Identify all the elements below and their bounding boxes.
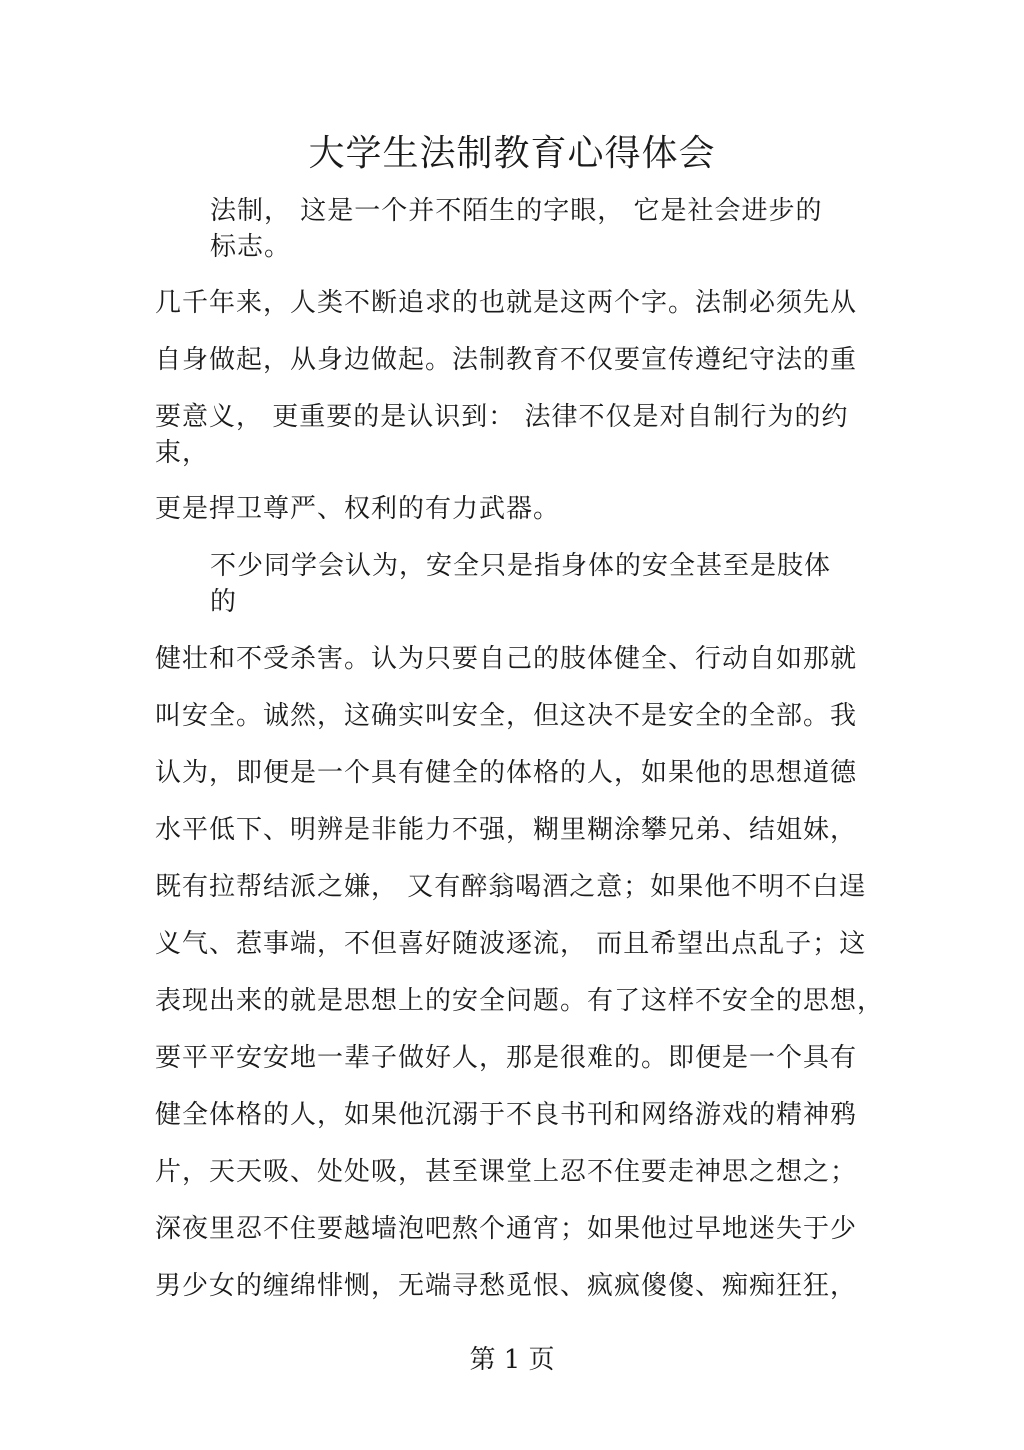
- paragraph-line: 表现出来的就是思想上的安全问题。有了这样不安全的思想，: [155, 986, 885, 1016]
- paragraph-line: 几千年来，人类不断追求的也就是这两个字。法制必须先从: [155, 288, 858, 318]
- paragraph-line: 深夜里忍不住要越墙泡吧熬个通宵；如果他过早地迷失于少: [155, 1214, 858, 1244]
- paragraph-line: 健全体格的人，如果他沉溺于不良书刊和网络游戏的精神鸦: [155, 1100, 858, 1130]
- paragraph-line: 的: [210, 587, 238, 617]
- paragraph-line: 健壮和不受杀害。认为只要自己的肢体健全、行动自如那就: [155, 644, 858, 674]
- page-number: 第 1 页: [469, 1345, 555, 1375]
- paragraph-line: 更是捍卫尊严、权利的有力武器。: [155, 494, 561, 524]
- paragraph-line: 认为，即便是一个具有健全的体格的人，如果他的思想道德: [155, 758, 858, 788]
- paragraph-line: 要平平安安地一辈子做好人，那是很难的。即便是一个具有: [155, 1043, 858, 1073]
- paragraph-line: 束，: [155, 438, 210, 468]
- paragraph-line: 法制， 这是一个并不陌生的字眼， 它是社会进步的: [210, 196, 823, 226]
- paragraph-line: 标志。: [210, 232, 292, 262]
- paragraph-line: 不少同学会认为，安全只是指身体的安全甚至是肢体: [210, 551, 832, 581]
- paragraph-line: 叫安全。诚然，这确实叫安全，但这决不是安全的全部。我: [155, 701, 858, 731]
- paragraph-line: 自身做起，从身边做起。法制教育不仅要宣传遵纪守法的重: [155, 345, 858, 375]
- paragraph-line: 既有拉帮结派之嫌， 又有醉翁喝酒之意；如果他不明不白逞: [155, 872, 867, 902]
- page-title: 大学生法制教育心得体会: [308, 133, 716, 174]
- paragraph-line: 义气、惹事端，不但喜好随波逐流， 而且希望出点乱子；这: [155, 929, 867, 959]
- paragraph-line: 水平低下、明辨是非能力不强，糊里糊涂攀兄弟、结姐妹，: [155, 815, 858, 845]
- paragraph-line: 要意义， 更重要的是认识到： 法律不仅是对自制行为的约: [155, 402, 849, 432]
- paragraph-line: 片，天天吸、处处吸，甚至课堂上忍不住要走神思之想之；: [155, 1157, 858, 1187]
- paragraph-line: 男少女的缠绵悱恻，无端寻愁觅恨、疯疯傻傻、痴痴狂狂，: [155, 1271, 858, 1301]
